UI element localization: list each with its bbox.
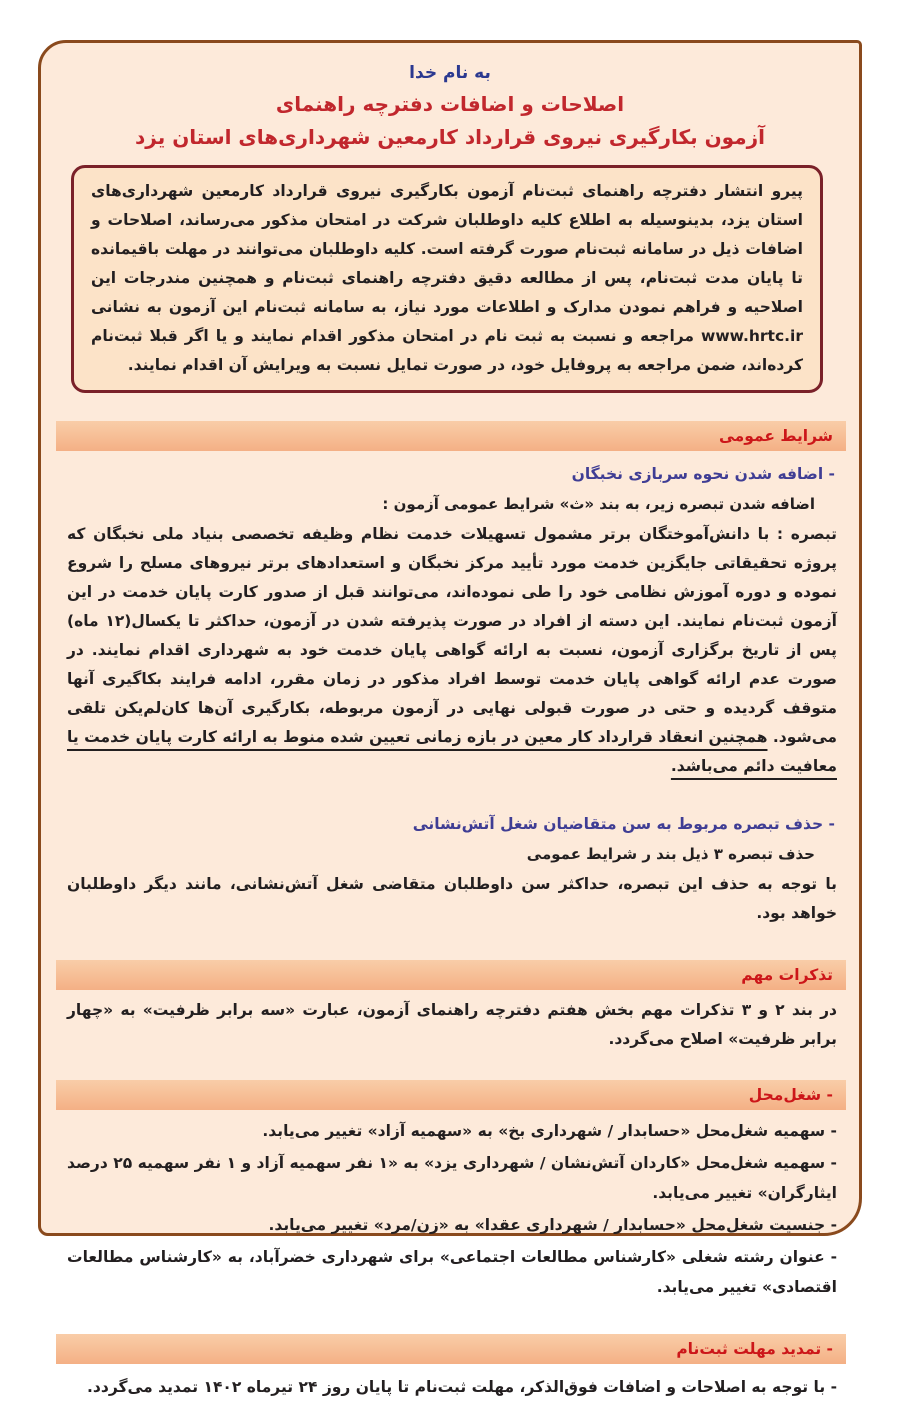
subsection-title: - اضافه شدن نحوه سربازی نخبگان (571, 465, 835, 483)
section-title-general: شرایط عمومی (719, 427, 833, 445)
section-band-job-location (56, 1080, 846, 1110)
page-title-line1: اصلاحات و اضافات دفترچه راهنمای (275, 92, 625, 116)
subsection-lead: حذف تبصره ۳ ذیل بند ر شرایط عمومی (526, 845, 815, 863)
section-band-important-notes (56, 960, 846, 990)
section-band-deadline-extension (56, 1334, 846, 1364)
list-item: - سهمیه شغل‌محل «کاردان آتش‌نشان / شهرداری یزد» به «۱ نفر سهمیه آزاد و ۱ نفر سهمیه ۲۵ درصد ایثارگران» تغییر می‌یابد. (67, 1154, 837, 1202)
section-band-general-conditions (56, 421, 846, 451)
section-title-notes: تذکرات مهم (741, 966, 833, 984)
list-item: - عنوان رشته شغلی «کارشناس مطالعات اجتماعی» برای شهرداری خضرآباد، به «کارشناس مطالعات اقتصادی» تغییر می‌یابد. (67, 1248, 837, 1296)
notes-paragraph: در بند ۲ و ۳ تذکرات مهم بخش هفتم دفترچه راهنمای آزمون، عبارت «سه برابر ظرفیت» به «چهار برابر ظرفیت» اصلاح می‌گردد. (67, 1001, 837, 1048)
subsection-paragraph: با توجه به حذف این تبصره، حداکثر سن داوطلبان متقاضی شغل آتش‌نشانی، مانند دیگر داوطلبان خواهد بود. (67, 875, 837, 922)
subsection-paragraph (67, 520, 837, 781)
list-item: - جنسیت شغل‌محل «حسابدار / شهرداری عقدا» به «زن/مرد» تغییر می‌یابد. (268, 1216, 837, 1234)
bismillah-text: به نام خدا (409, 63, 491, 83)
intro-paragraph: پیرو انتشار دفترچه راهنمای ثبت‌نام آزمون بکارگیری نیروی قرارداد کارمعین شهرداری‌های استان یزد، بدینوسیله به اطلاع کلیه داوطلبان شرکت در امتحان مذکور می‌رساند، اصلاحات و اضافات ذیل در سامانه ثبت‌نام صورت گرفته است. کلیه داوطلبان می‌توانند در مهلت باقیمانده تا پایان مدت ثبت‌نام، پس از مطالعه دقیق دفترچه راهنمای ثبت‌نام و همچنین مندرجات این اصلاحیه و فراهم نمودن مدارک و اطلاعات مورد نیاز، به سامانه ثبت‌نام این آزمون به نشانی www.hrtc.ir مراجعه و نسبت به ثبت نام در امتحان مذکور اقدام نمایند و یا اگر قبلا ثبت‌نام کرده‌اند، ضمن مراجعه به پروفایل خود، در صورت تمایل نسبت به ویرایش آن اقدام نمایند. (91, 182, 803, 374)
subsection-title: - حذف تبصره مربوط به سن متقاضیان شغل آتش‌نشانی (412, 815, 835, 833)
list-item: - سهمیه شغل‌محل «حسابدار / شهرداری بخ» به «سهمیه آزاد» تغییر می‌یابد. (262, 1122, 837, 1140)
subsection-firefighter-age (41, 811, 859, 928)
intro-box (71, 165, 823, 393)
underlined-sentence: همچنین انعقاد قرارداد کار معین در بازه زمانی تعیین شده منوط به ارائه کارت پایان خدمت یا معافیت دائم می‌باشد. (67, 728, 837, 775)
subsection-lead: اضافه شدن تبصره زیر، به بند «ث» شرایط عمومی آزمون : (382, 495, 815, 513)
announcement-card (38, 40, 862, 1396)
section-title-extension: - تمدید مهلت ثبت‌نام (676, 1340, 833, 1358)
page-title-line2: آزمون بکارگیری نیروی قرارداد کارمعین شهرداری‌های استان یزد (135, 125, 765, 149)
subsection-soldier-elites (41, 461, 859, 781)
section-title-jobs: - شغل‌محل (748, 1086, 833, 1104)
job-changes-list (41, 1116, 859, 1302)
extension-item: - با توجه به اصلاحات و اضافات فوق‌الذکر، مهلت ثبت‌نام تا پایان روز ۲۴ تیرماه ۱۴۰۲ تمدید می‌گردد. (87, 1378, 837, 1396)
paragraph-text: تبصره : با دانش‌آموختگان برتر مشمول تسهیلات خدمت نظام وظیفه تخصصی بنیاد ملی نخبگان که پروژه تحقیقاتی جایگزین خدمت مورد تأیید مرکز نخبگان و استعدادهای برتر نیروهای مسلح را شروع نموده و دوره آموزش نظامی خود را طی نموده‌اند، می‌توانند قبل از صدور کارت پایان خدمت در این آزمون ثبت‌نام نمایند. این دسته از افراد در صورت پذیرفته شدن در آزمون، حداکثر تا یکسال(۱۲ ماه) پس از تاریخ برگزاری آزمون، نسبت به ارائه گواهی پایان خدمت خود به شهرداری اقدام نمایند. در صورت عدم ارائه گواهی پایان خدمت توسط افراد مذکور در زمان مقرر، ادامه فرایند بکاگیری آنها متوقف گردیده و حتی در صورت قبولی نهایی در آزمون مربوطه، بکارگیری آن‌ها کان‌لم‌یکن تلقی می‌شود. (67, 525, 837, 746)
